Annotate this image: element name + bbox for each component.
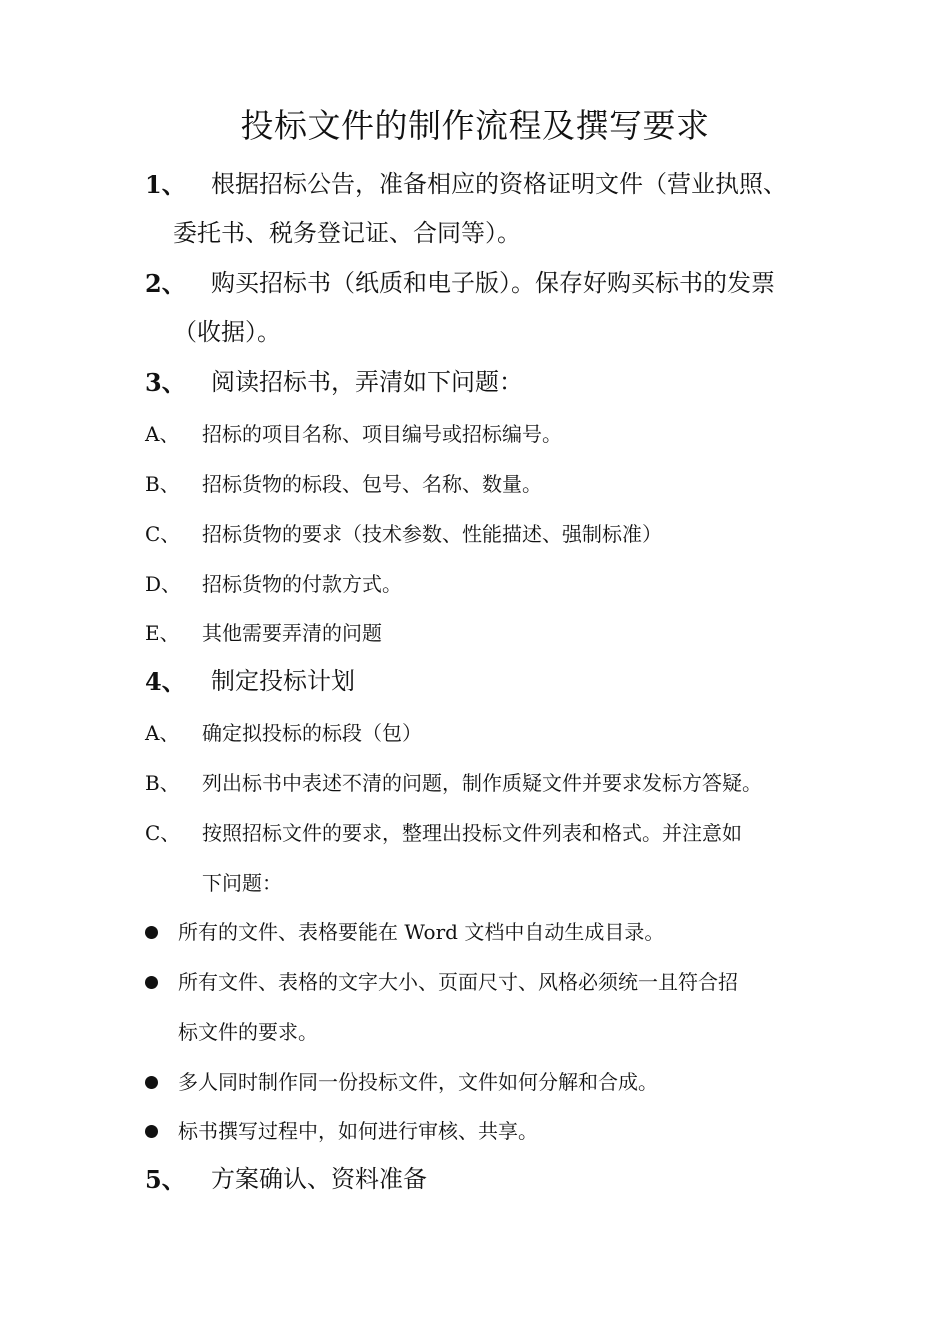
item-label: B、 <box>145 771 180 795</box>
item-text: 按照招标文件的要求，整理出投标文件列表和格式。并注意如 <box>202 821 742 845</box>
item-label: B、 <box>145 472 180 496</box>
item-text: 招标的项目名称、项目编号或招标编号。 <box>202 422 562 446</box>
list-item <box>145 509 825 559</box>
item-text-continued: 下问题： <box>202 871 282 895</box>
item-text: 招标货物的要求（技术参数、性能描述、强制标准） <box>202 522 662 546</box>
item-text: 招标货物的标段、包号、名称、数量。 <box>202 472 542 496</box>
list-item <box>145 758 825 808</box>
list-item <box>145 808 825 908</box>
bullet-text: 标书撰写过程中，如何进行审核、共享。 <box>178 1119 538 1143</box>
item-label: C、 <box>145 821 181 845</box>
list-item <box>145 459 825 509</box>
section-text: 制定投标计划 <box>211 667 355 695</box>
item-text: 列出标书中表述不清的问题，制作质疑文件并要求发标方答疑。 <box>202 771 762 795</box>
section-1 <box>145 160 825 260</box>
list-item <box>145 559 825 609</box>
section-number: 2、 <box>145 269 186 298</box>
section-number: 4、 <box>145 667 186 696</box>
list-item <box>145 409 825 459</box>
section-text-continued: 委托书、税务登记证、合同等）。 <box>173 219 521 247</box>
bullet-icon <box>145 976 158 989</box>
section-text: 根据招标公告，准备相应的资格证明文件（营业执照、 <box>211 170 787 198</box>
bullet-icon <box>145 926 158 939</box>
item-label: E、 <box>145 621 180 645</box>
bullet-text: 多人同时制作同一份投标文件，文件如何分解和合成。 <box>178 1070 658 1094</box>
bullet-text: 所有的文件、表格要能在 Word 文档中自动生成目录。 <box>178 920 665 944</box>
bullet-item <box>145 1057 825 1107</box>
section-number: 5、 <box>145 1165 186 1194</box>
list-item <box>145 708 825 758</box>
bullet-item <box>145 957 825 1057</box>
section-text: 购买招标书（纸质和电子版）。保存好购买标书的发票 <box>211 269 775 297</box>
section-2 <box>145 259 825 359</box>
section-5 <box>145 1155 825 1205</box>
bullet-text-continued: 标文件的要求。 <box>178 1020 318 1044</box>
item-label: D、 <box>145 572 182 596</box>
bullet-icon <box>145 1076 158 1089</box>
bullet-text: 所有文件、表格的文字大小、页面尺寸、风格必须统一且符合招 <box>178 970 738 994</box>
section-4 <box>145 657 825 707</box>
bullet-item <box>145 907 825 957</box>
bullet-item <box>145 1106 825 1156</box>
section-number: 3、 <box>145 368 186 397</box>
item-text: 其他需要弄清的问题 <box>202 621 382 645</box>
bullet-icon <box>145 1125 158 1138</box>
section-text: 阅读招标书，弄清如下问题： <box>211 368 523 396</box>
section-text-continued: （收据）。 <box>173 318 281 346</box>
section-number: 1、 <box>145 170 186 199</box>
item-label: A、 <box>145 721 180 745</box>
item-text: 招标货物的付款方式。 <box>202 572 402 596</box>
section-3 <box>145 358 825 408</box>
section-text: 方案确认、资料准备 <box>211 1165 427 1193</box>
document-title: 投标文件的制作流程及撰写要求 <box>240 106 710 145</box>
item-text: 确定拟投标的标段（包） <box>202 721 422 745</box>
item-label: A、 <box>145 422 180 446</box>
list-item <box>145 608 825 658</box>
item-label: C、 <box>145 522 181 546</box>
